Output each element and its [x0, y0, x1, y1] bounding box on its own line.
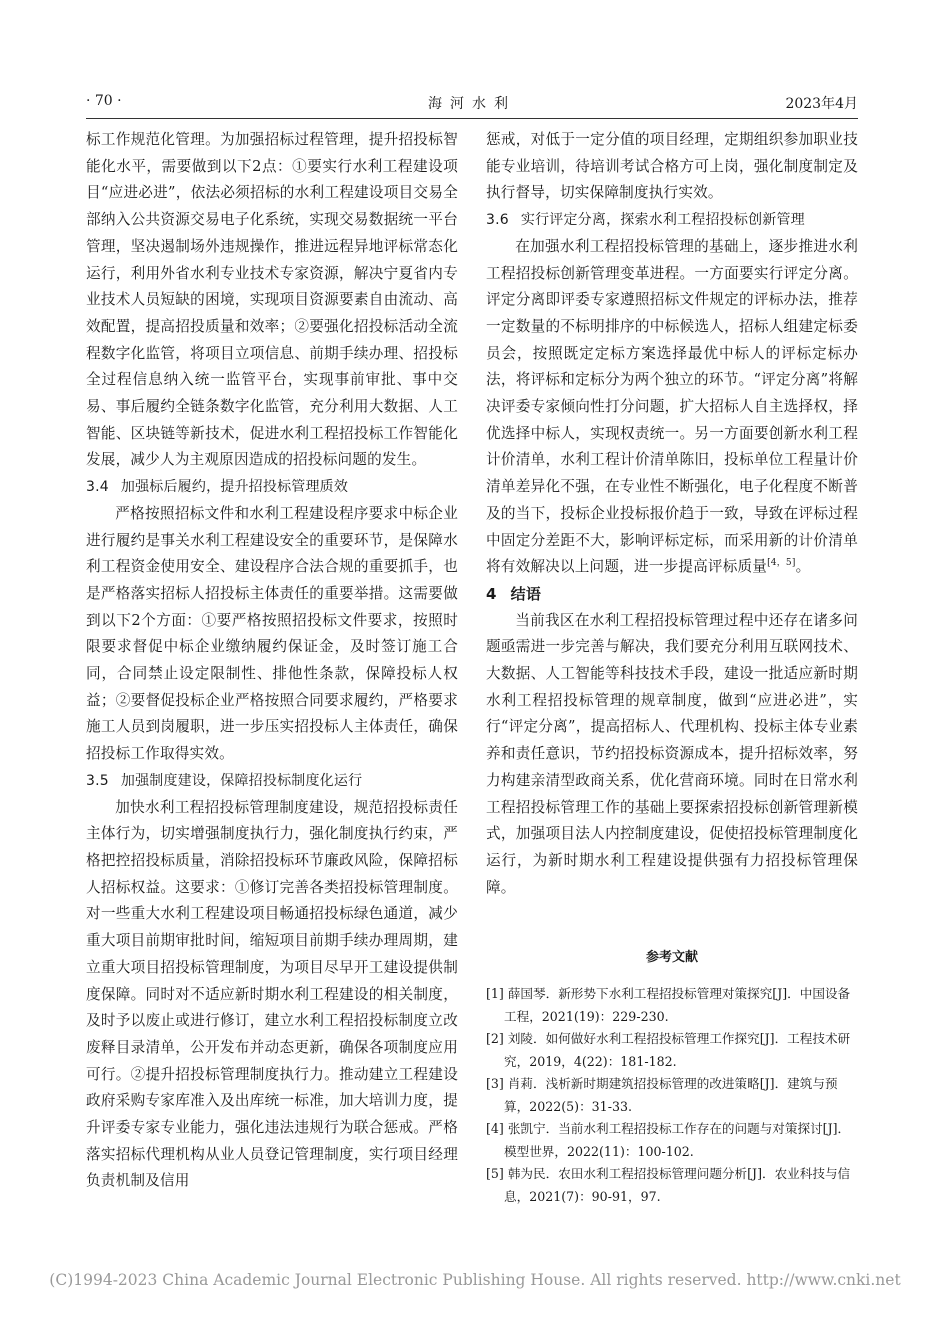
reference-item: [5] 韩为民．农田水利工程招投标管理问题分析[J]．农业科技与信息，2021(7)：90-91，97. — [486, 1166, 851, 1204]
section-title: 加强标后履约，提升招投标管理质效 — [120, 479, 349, 496]
references-list — [486, 983, 858, 1208]
section-title: 加强制度建设，保障招投标制度化运行 — [120, 772, 363, 789]
section-number: 3.5 — [86, 772, 109, 789]
section-heading-3-5 — [86, 768, 458, 795]
paragraph: 严格按照招标文件和水利工程建设程序要求中标企业进行履约是事关水利工程建设安全的重要环节，是保障水利工程资金使用安全、建设程序合法合规的重要抓手，也是严格落实招标人招投标主体责任的重要举措。这需要做到以下2个方面：①要严格按照招投标文件要求，按照时限要求督促中标企业缴纳履约保证金，及时签订施工合同，合同禁止设定限制性、排他性条款，保障投标人权益；②要督促投标企业严格按照合同要求履约，严格要求施工人员到岗履职，进一步压实招投标人主体责任，确保招投标工作取得实效。 — [86, 504, 458, 763]
reference-item: [4] 张凯宁．当前水利工程招投标工作存在的问题与对策探讨[J]．模型世界，2022(11)：100-102. — [486, 1121, 851, 1159]
right-column — [486, 127, 858, 901]
running-header — [86, 90, 858, 114]
section-heading-3-4 — [86, 474, 458, 501]
section-title: 实行评定分离，探索水利工程招投标创新管理 — [520, 212, 805, 229]
paragraph: 加快水利工程招投标管理制度建设，规范招投标责任主体行为，切实增强制度执行力，强化制度执行约束，严格把控招投标质量，消除招投标环节廉政风险，保障招标人招标权益。这要求：①修订完善各类招投标管理制度。对一些重大水利工程建设项目畅通招投标绿色通道，减少重大项目前期审批时间，缩短项目前期手续办理周期，建立重大项目招投标管理制度，为项目尽早开工建设提供制度保障。同时对不适应新时期水利工程建设的相关制度，及时予以废止或进行修订，建立水利工程招投标制度立改废释目录清单，公开发布并动态更新，确保各项制度应用可行。②提升招投标管理制度执行力。推动建立工程建设政府采购专家库准入及出库统一标准，加大培训力度，提升评委专家专业能力，强化违法违规行为联合惩戒。严格落实招标代理机构从业人员登记管理制度，实行项目经理负责机制及信用 — [86, 798, 458, 1190]
section-number: 4 — [486, 584, 497, 603]
issue-date: 2023年4月 — [785, 96, 858, 112]
copyright-footer: (C)1994-2023 China Academic Journal Electronic Publishing House. All rights reserved. http://www.cnki.net — [49, 1271, 901, 1289]
references-title: 参考文献 — [645, 950, 698, 965]
paragraph-text: 在加强水利工程招投标管理的基础上，逐步推进水利工程招投标创新管理变革进程。一方面要实行评定分离。评定分离即评委专家遵照招标文件规定的评标办法，推荐一定数量的不标明排序的中标候选人，招标人组建定标委员会，按照既定定标方案选择最优中标人的评标定标办法，将评标和定标分为两个独立的环节。“评定分离”将解决评委专家倾向性打分问题，扩大招标人自主选择权，择优选择中标人，实现权责统一。另一方面要创新水利工程计价清单，水利工程计价清单陈旧，投标单位工程量计价清单差异化不强，在专业性不断强化，电子化程度不断普及的当下，投标企业投标报价趋于一致，导致在评标过程中固定分差距不大，影响评标定标，而采用新的计价清单将有效解决以上问题，进一步提高评标质量 — [486, 237, 858, 576]
reference-item: [1] 薛国琴．新形势下水利工程招投标管理对策探究[J]．中国设备工程，2021(19)：229-230. — [486, 986, 851, 1024]
section-number: 3.4 — [86, 479, 109, 496]
section-title: 结语 — [510, 584, 542, 603]
left-column — [86, 127, 458, 1195]
section-heading-4 — [486, 581, 858, 608]
header-rule — [86, 118, 858, 119]
reference-item: [3] 肖莉．浅析新时期建筑招投标管理的改进策略[J]．建筑与预算，2022(5)：31-33. — [486, 1076, 838, 1114]
paragraph — [486, 234, 858, 581]
reference-item: [2] 刘陵．如何做好水利工程招投标管理工作探究[J]．工程技术研究，2019，4(22)：181-182. — [486, 1031, 851, 1069]
paragraph: 标工作规范化管理。为加强招标过程管理，提升招投标智能化水平，需要做到以下2点：①要实行水利工程建设项目“应进必进”，依法必须招标的水利工程建设项目交易全部纳入公共资源交易电子化系统，实现交易数据统一平台管理，坚决遏制场外违规操作，推进远程异地评标常态化运行，利用外省水利专业技术专家资源，解决宁夏省内专业技术人员短缺的困境，实现项目资源要素自由流动、高效配置，提高招投质量和效率；②要强化招投标活动全流程数字化监管，将项目立项信息、前期手续办理、招投标全过程信息纳入统一监管平台，实现事前审批、事中交易、事后履约全链条数字化监管，充分利用大数据、人工智能、区块链等新技术，促进水利工程招投标工作智能化发展，减少人为主观原因造成的招投标问题的发生。 — [86, 131, 458, 469]
section-heading-3-6 — [486, 207, 858, 234]
section-number: 3.6 — [486, 212, 509, 229]
paragraph-end: 。 — [795, 558, 811, 576]
paragraph: 当前我区在水利工程招投标管理过程中还存在诸多问题亟需进一步完善与解决，我们要充分利用互联网技术、大数据、人工智能等科技技术手段，建设一批适应新时期水利工程招投标管理的规章制度，做到“应进必进”，实行“评定分离”，提高招标人、代理机构、投标主体专业素养和责任意识，节约招投标资源成本，提升招标效率，努力构建亲清型政商关系，优化营商环境。同时在日常水利工程招投标管理工作的基础上要探索招投标创新管理新模式，加强项目法人内控制度建设，促使招投标管理制度化运行，为新时期水利工程建设提供强有力招投标管理保障。 — [486, 611, 858, 896]
citation: [4，5] — [767, 558, 796, 569]
journal-name: 海河水利 — [428, 96, 516, 112]
page-number: · 70 · — [86, 93, 122, 109]
paragraph: 惩戒，对低于一定分值的项目经理，定期组织参加职业技能专业培训，待培训考试合格方可上岗，强化制度制定及执行督导，切实保障制度执行实效。 — [486, 131, 858, 202]
